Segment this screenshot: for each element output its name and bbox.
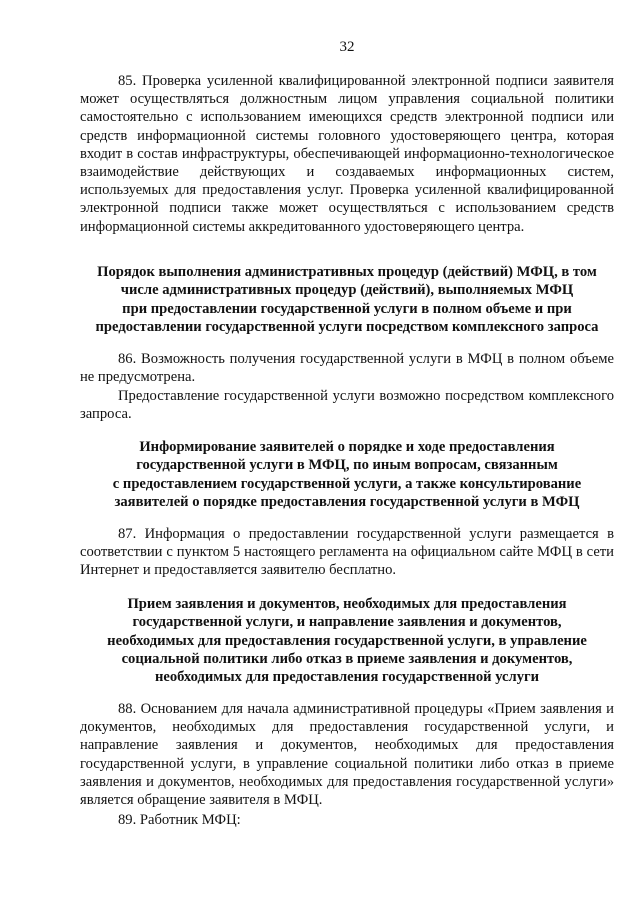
heading-line: Порядок выполнения административных процедур (действий) МФЦ, в том (97, 264, 597, 280)
paragraph-86-continued: Предоставление государственной услуги возможно посредством комплексного запроса. (80, 388, 614, 423)
paragraph-86: 86. Возможность получения государственной услуги в МФЦ в полном объеме не предусмотрена. (80, 351, 614, 386)
heading-line: предоставлении государственной услуги посредством комплексного запроса (95, 318, 599, 335)
heading-line: с предоставлением государственной услуги, а также консультирование (112, 475, 582, 492)
paragraph-85: 85. Проверка усиленной квалифицированной электронной подписи заявителя может осуществляться должностным лицом управления социальной политики самостоятельно с использованием имеющихся средств электронной подписи или средств информационной системы головного удостоверяющего центра, которая входит в состав инфраструктуры, обеспечивающей информационно-технологическое взаимодействие действующих и создаваемых информационных систем, используемых для предоставления услуг. Проверка усиленной квалифицированной электронной подписи также может осуществляться с использованием средств информационной системы аккредитованного удостоверяющего центра. (80, 73, 614, 235)
paragraph-88: 88. Основанием для начала административной процедуры «Прием заявления и документов, необходимых для предоставления государственной услуги, и направление заявления и документов, необходимых для предоставления государственной услуги, в управление социальной политики либо отказ в приеме заявления и документов, необходимых для предоставления государственной услуги» является обращение заявителя в МФЦ. (80, 701, 614, 809)
paragraph-87: 87. Информация о предоставлении государственной услуги размещается в соответствии с пунктом 5 настоящего регламента на официальном сайте МФЦ в сети Интернет и предоставляется заявителю бесплатно. (80, 526, 614, 579)
heading-line: Прием заявления и документов, необходимых для предоставления (127, 596, 567, 612)
heading-line: необходимых для предоставления государственной услуги (154, 669, 540, 686)
section-heading-informing-applicants (80, 438, 614, 511)
page-number: 32 (339, 39, 355, 55)
section-heading-application-reception (80, 595, 614, 686)
heading-line: заявителей о порядке предоставления государственной услуги в МФЦ (114, 493, 580, 510)
heading-line: государственной услуги, и направление заявления и документов, (132, 614, 562, 631)
heading-line: необходимых для предоставления государственной услуги, в управление (107, 632, 587, 649)
heading-line: Информирование заявителей о порядке и ходе предоставления (139, 439, 555, 455)
heading-line: социальной политики либо отказ в приеме заявления и документов, (121, 650, 573, 667)
paragraph-89: 89. Работник МФЦ: (118, 812, 241, 828)
section-heading-mfc-procedures (80, 263, 614, 336)
heading-line: числе административных процедур (действий), выполняемых МФЦ (120, 282, 574, 299)
heading-line: государственной услуги в МФЦ, по иным вопросам, связанным (136, 457, 558, 474)
heading-line: при предоставлении государственной услуги в полном объеме и при (122, 300, 572, 317)
